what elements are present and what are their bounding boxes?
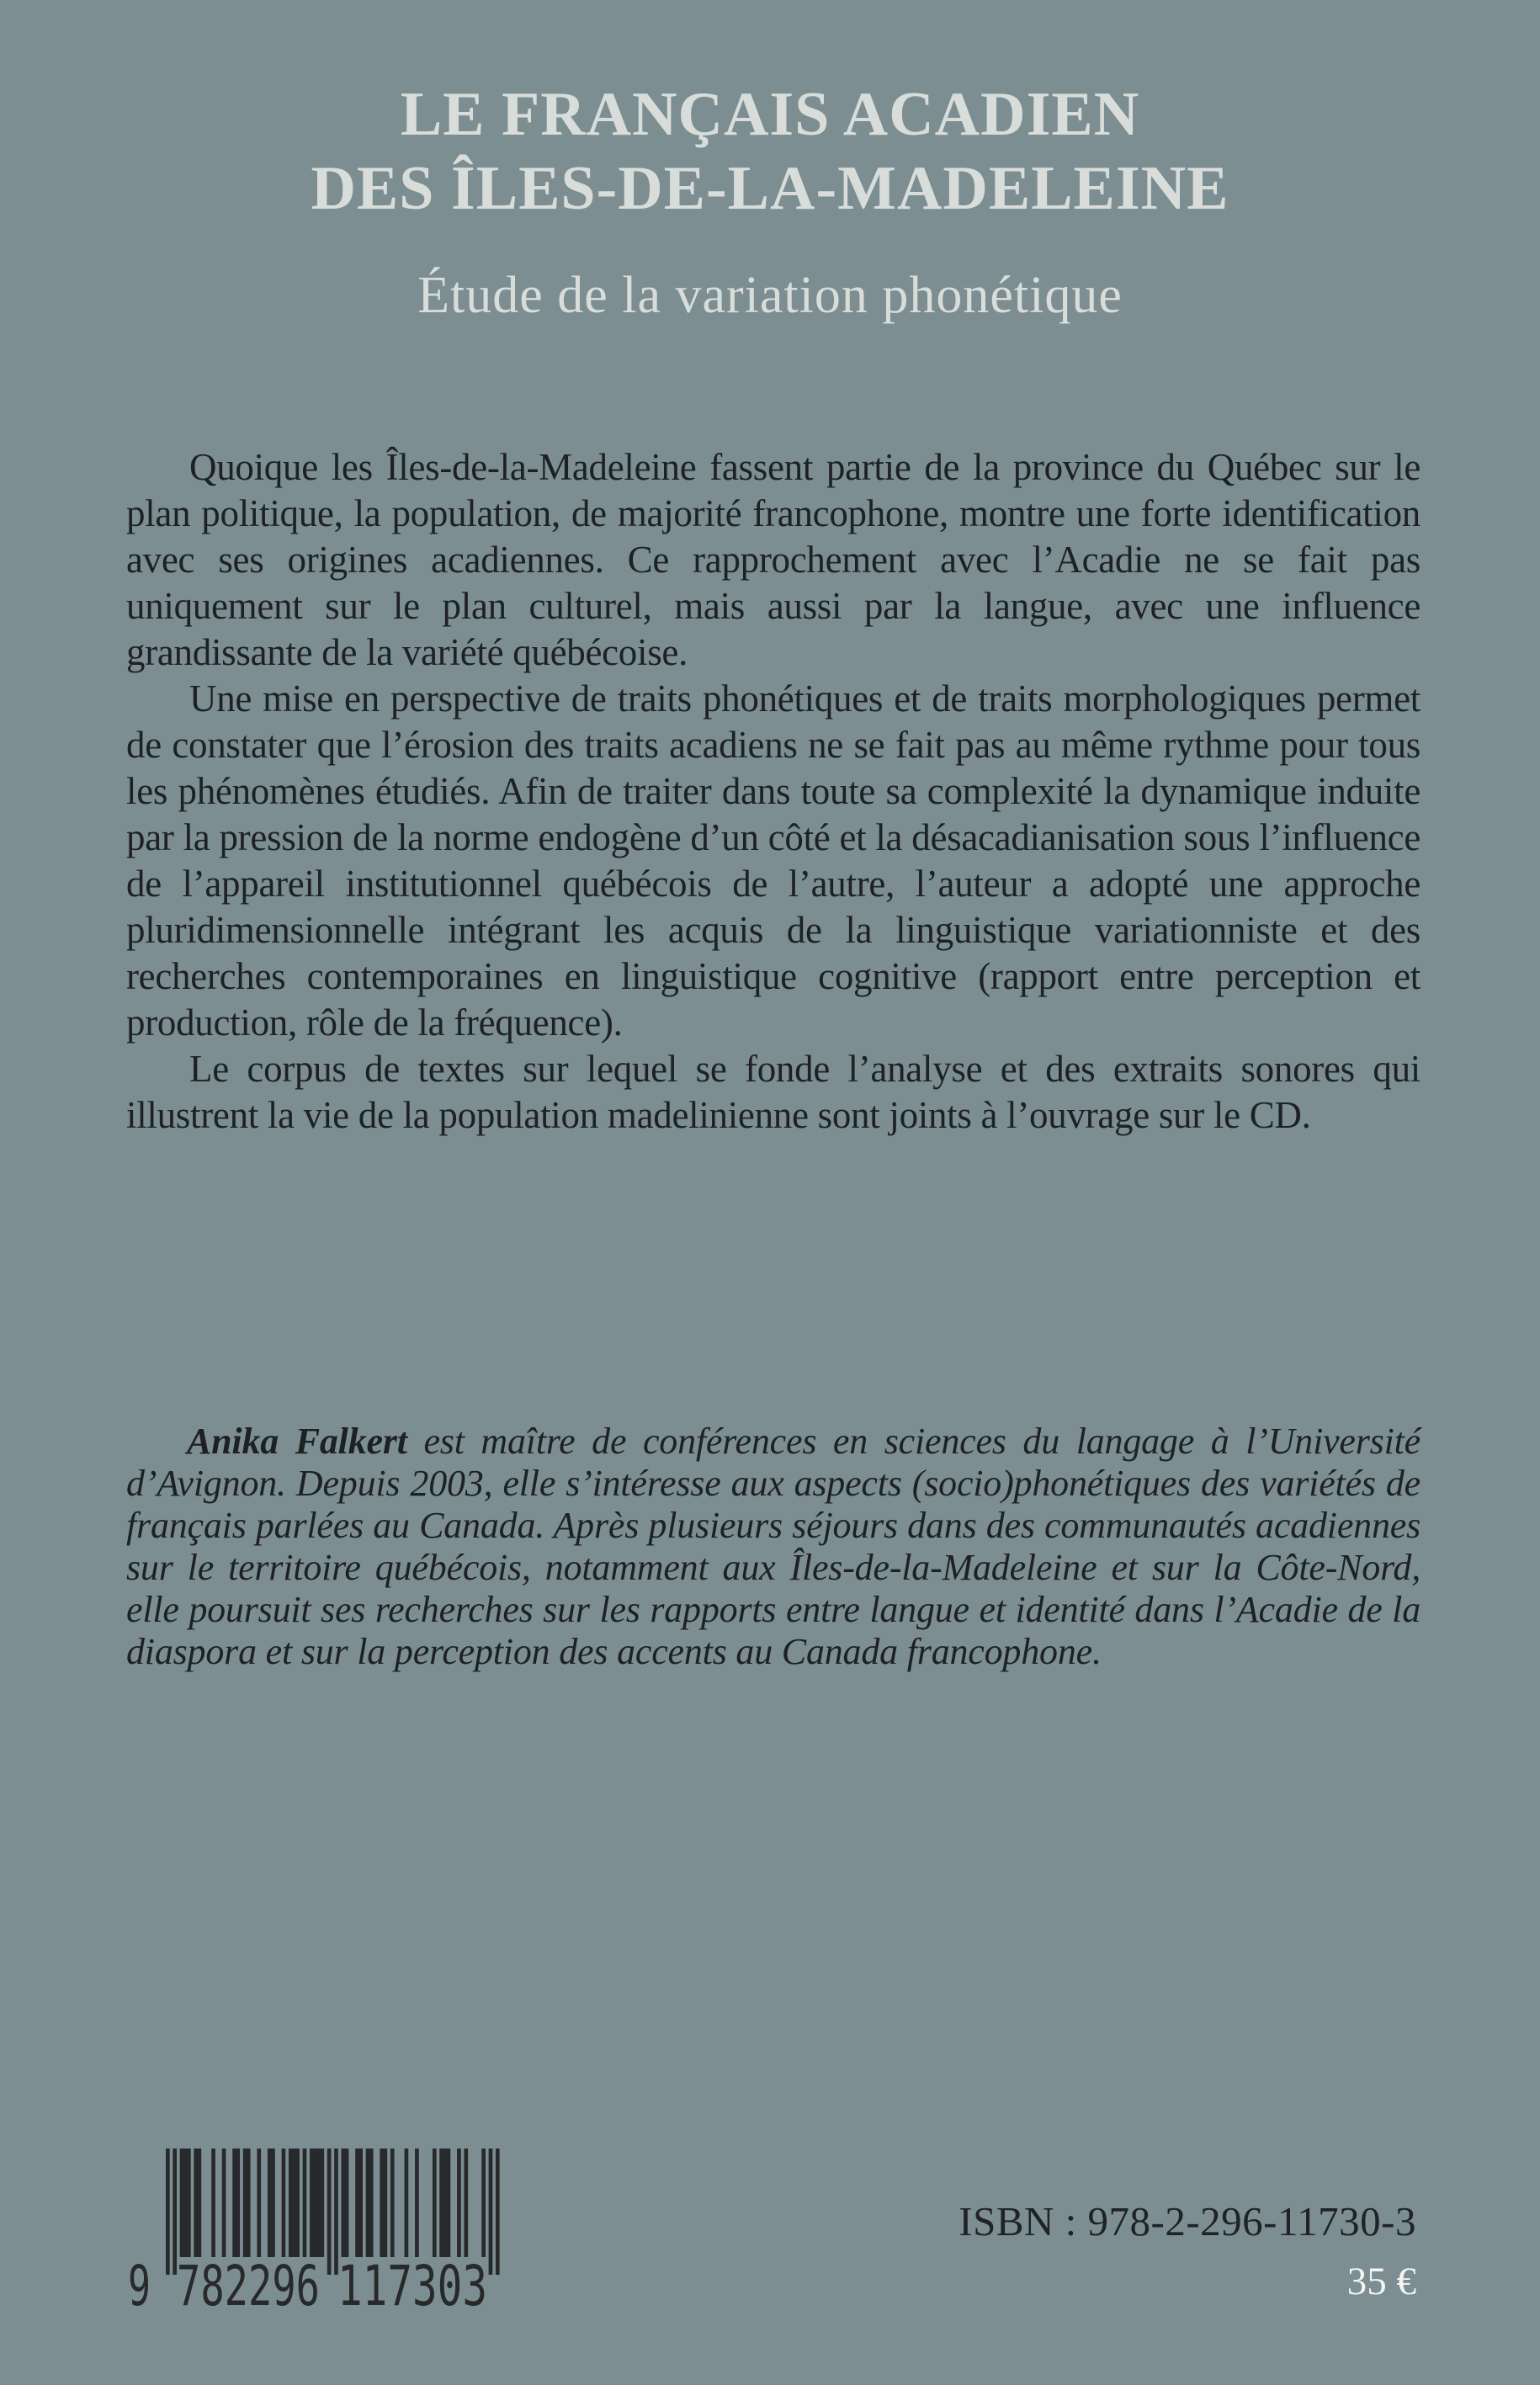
book-title-line1: LE FRANÇAIS ACADIEN xyxy=(400,80,1140,149)
barcode-digits-left-group: 782296 xyxy=(177,2254,320,2317)
author-bio-text: est maître de conférences en sciences du langage à l’Université d’Avignon. Depuis 2003, elle s’intéresse aux aspects (socio)phonétiques des variétés de français parlées au Canada. Après plusieurs séjours dans des communautés acadiennes sur le territoire québécois, notamment aux Îles-de-la-Madeleine et sur la Côte-Nord, elle poursuit ses recherches sur les rapports entre langue et identité dans l’Acadie de la diaspora et sur la perception des accents au Canada francophone. xyxy=(126,1421,1421,1672)
price-label: 35 € xyxy=(1346,2260,1416,2303)
ean13-barcode xyxy=(125,2149,520,2317)
synopsis-paragraph-3: Le corpus de textes sur lequel se fonde l’analyse et des extraits sonores qui illustrent la vie de la population madelinienne sont joints à l’ouvrage sur le CD. xyxy=(126,1048,1421,1136)
title-block xyxy=(0,77,1540,323)
synopsis xyxy=(126,444,1421,1139)
synopsis-paragraph-2: Une mise en perspective de traits phonétiques et de traits morphologiques permet de constater que l’érosion des traits acadiens ne se fait pas au même rythme pour tous les phénomènes étudiés. Afin de traiter dans toute sa complexité la dynamique induite par la pression de la norme endogène d’un côté et la désacadianisation sous l’influence de l’appareil institutionnel québécois de l’autre, l’auteur a adopté une approche pluridimensionnelle intégrant les acquis de la linguistique variationniste et des recherches contemporaines en linguistique cognitive (rapport entre perception et production, rôle de la fréquence). xyxy=(126,677,1421,1044)
barcode-digits-right-group: 117303 xyxy=(337,2254,487,2317)
synopsis-paragraph-1: Quoique les Îles-de-la-Madeleine fassent partie de la province du Québec sur le plan politique, la population, de majorité francophone, montre une forte identification avec ses origines acadiennes. Ce rapprochement avec l’Acadie ne se fait pas uniquement sur le plan culturel, mais aussi par la langue, avec une influence grandissante de la variété québécoise. xyxy=(126,446,1421,673)
author-bio-paragraph xyxy=(126,1421,1421,1673)
barcode-digit-lead: 9 xyxy=(128,2254,151,2317)
isbn-label: ISBN : 978-2-296-11730-3 xyxy=(959,2198,1416,2244)
author-bio xyxy=(126,1421,1421,1673)
author-name: Anika Falkert xyxy=(187,1421,407,1462)
book-title-line2: DES ÎLES-DE-LA-MADELEINE xyxy=(311,154,1229,223)
book-title xyxy=(0,77,1540,226)
book-subtitle: Étude de la variation phonétique xyxy=(417,267,1123,324)
